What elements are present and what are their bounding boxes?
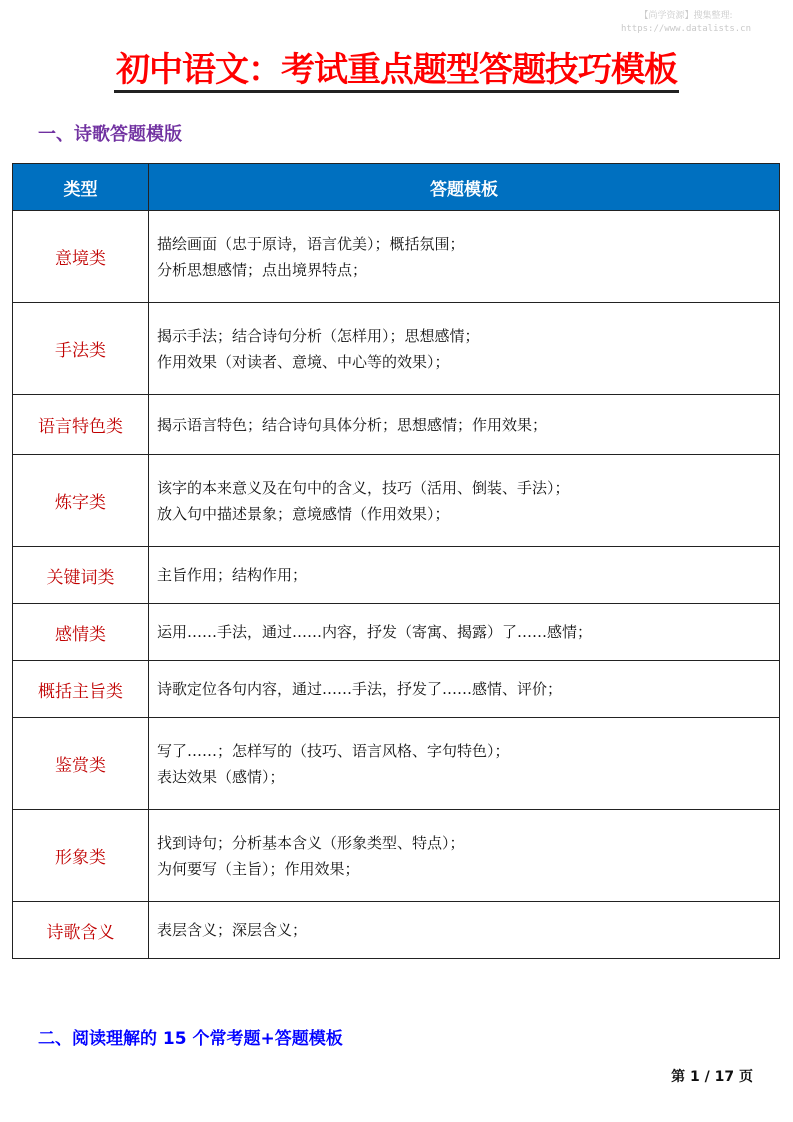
row-template xyxy=(149,604,780,661)
row-type: 意境类 xyxy=(13,211,149,303)
section-heading-poetry: 一、诗歌答题模版 xyxy=(38,124,182,145)
template-line: 诗歌定位各句内容，通过……手法，抒发了……感情、评价； xyxy=(157,680,563,698)
header-type: 类型 xyxy=(13,164,149,211)
row-template xyxy=(149,303,780,395)
row-template xyxy=(149,211,780,303)
table-row xyxy=(13,902,780,959)
template-line: 找到诗句；分析基本含义（形象类型、特点）； xyxy=(157,833,465,852)
template-line: 分析思想感情；点出境界特点； xyxy=(157,260,368,279)
section-heading-reading: 二、阅读理解的 15 个常考题+答题模板 xyxy=(38,1029,343,1049)
row-type: 形象类 xyxy=(13,810,149,902)
document-title: 初中语文：考试重点题型答题技巧模板 xyxy=(114,50,679,93)
table-row xyxy=(13,604,780,661)
table-row xyxy=(13,303,780,395)
document-title-wrap xyxy=(0,50,793,93)
row-template xyxy=(149,718,780,810)
row-template xyxy=(149,902,780,959)
row-type: 感情类 xyxy=(13,604,149,661)
table-row xyxy=(13,718,780,810)
template-line: 作用效果（对读者、意境、中心等的效果）； xyxy=(157,352,450,371)
table-row xyxy=(13,455,780,547)
template-line: 揭示语言特色；结合诗句具体分析；思想感情；作用效果； xyxy=(157,415,548,434)
template-line: 放入句中描述景象；意境感情（作用效果）； xyxy=(157,504,450,523)
template-line: 运用……手法，通过……内容，抒发（寄寓、揭露）了……感情； xyxy=(157,623,593,641)
table-row xyxy=(13,547,780,604)
watermark-url: https://www.datalists.cn xyxy=(620,24,751,34)
template-line: 表达效果（感情）； xyxy=(157,767,285,786)
template-line: 描绘画面（忠于原诗，语言优美）；概括氛围； xyxy=(157,234,465,253)
template-line: 主旨作用；结构作用； xyxy=(157,566,308,584)
table-row xyxy=(13,810,780,902)
template-line: 为何要写（主旨）；作用效果； xyxy=(157,859,360,878)
table-row xyxy=(13,661,780,718)
template-line: 写了……；怎样写的（技巧、语言风格、字句特色）； xyxy=(157,741,510,760)
template-line: 揭示手法；结合诗句分析（怎样用）；思想感情； xyxy=(157,326,480,345)
row-template xyxy=(149,547,780,604)
template-line: 该字的本来意义及在句中的含义，技巧（活用、倒装、手法）； xyxy=(157,478,570,497)
row-type: 关键词类 xyxy=(13,547,149,604)
row-type: 手法类 xyxy=(13,303,149,395)
row-template xyxy=(149,455,780,547)
table-body xyxy=(13,211,780,959)
row-type: 语言特色类 xyxy=(13,395,149,455)
poetry-template-table xyxy=(12,163,780,959)
watermark xyxy=(621,10,751,36)
table-row xyxy=(13,211,780,303)
template-line: 表层含义；深层含义； xyxy=(157,921,308,939)
row-type: 炼字类 xyxy=(13,455,149,547)
header-template: 答题模板 xyxy=(149,164,780,211)
row-type: 诗歌含义 xyxy=(13,902,149,959)
row-type: 鉴赏类 xyxy=(13,718,149,810)
table-row xyxy=(13,395,780,455)
watermark-source: 【尚学资源】搜集整理: xyxy=(639,11,733,21)
page-indicator: 第 1 / 17 页 xyxy=(671,1069,753,1085)
row-template xyxy=(149,395,780,455)
row-template xyxy=(149,810,780,902)
row-template xyxy=(149,661,780,718)
row-type: 概括主旨类 xyxy=(13,661,149,718)
table-header-row xyxy=(13,164,780,211)
